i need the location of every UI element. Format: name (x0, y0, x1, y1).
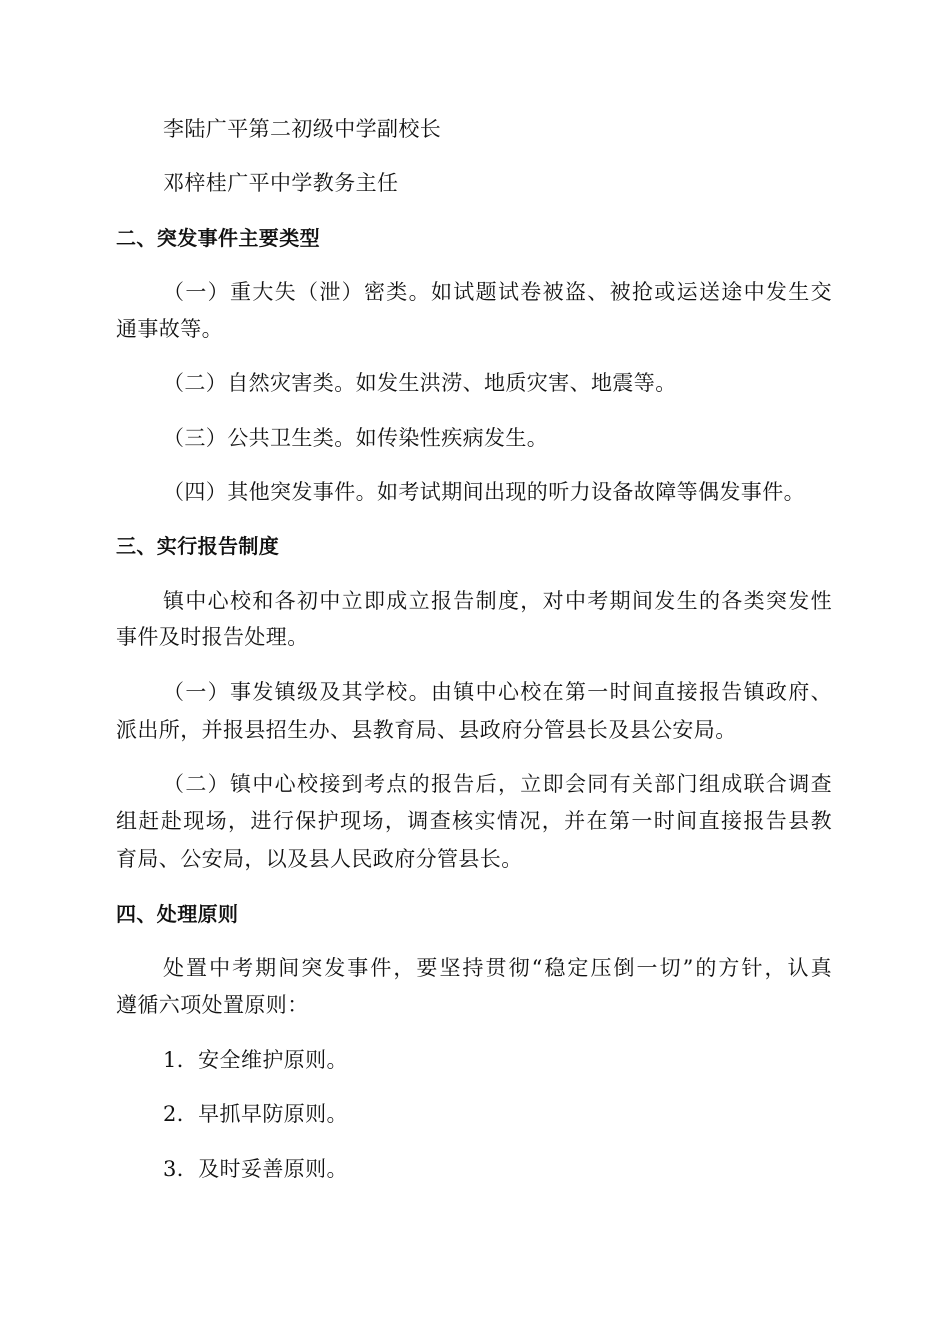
paragraph-line: （一）重大失（泄）密类。如试题试卷被盗、被抢或运送途中发生交 (163, 280, 832, 304)
list-item: 3．及时妥善原则。 (163, 1157, 348, 1181)
paragraph-line: 育局、公安局，以及县人民政府分管县长。 (116, 847, 523, 871)
paragraph-line: 遵循六项处置原则： (116, 993, 309, 1017)
section-heading: 三、实行报告制度 (116, 534, 280, 558)
paragraph-line: 派出所，并报县招生办、县教育局、县政府分管县长及县公安局。 (116, 718, 737, 742)
list-item: 2．早抓早防原则。 (163, 1102, 348, 1126)
paragraph-line: （二）镇中心校接到考点的报告后，立即会同有关部门组成联合调查 (163, 772, 832, 796)
staff-line: 李陆广平第二初级中学副校长 (163, 117, 442, 141)
paragraph-line: 处置中考期间突发事件，要坚持贯彻“稳定压倒一切”的方针，认真 (163, 956, 832, 980)
paragraph-line: 通事故等。 (116, 317, 223, 341)
paragraph-line: （二）自然灾害类。如发生洪涝、地质灾害、地震等。 (163, 371, 677, 395)
list-item: 1．安全维护原则。 (163, 1048, 348, 1072)
paragraph-line: （一）事发镇级及其学校。由镇中心校在第一时间直接报告镇政府、 (163, 680, 832, 704)
paragraph-line: 组赶赴现场，进行保护现场，调查核实情况，并在第一时间直接报告县教 (116, 809, 832, 833)
paragraph-line: （三）公共卫生类。如传染性疾病发生。 (163, 426, 549, 450)
staff-line: 邓梓桂广平中学教务主任 (163, 171, 399, 195)
paragraph-line: （四）其他突发事件。如考试期间出现的听力设备故障等偶发事件。 (163, 480, 805, 504)
section-heading: 二、突发事件主要类型 (116, 226, 320, 250)
section-heading: 四、处理原则 (116, 902, 239, 926)
paragraph-line: 镇中心校和各初中立即成立报告制度，对中考期间发生的各类突发性 (163, 589, 832, 613)
paragraph-line: 事件及时报告处理。 (116, 625, 309, 649)
